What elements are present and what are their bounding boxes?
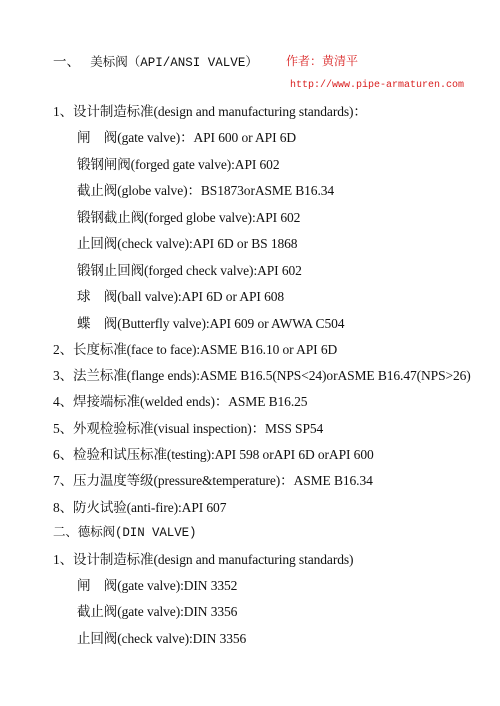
standard-heading: 1、设计制造标准(design and manufacturing standards) [53, 552, 354, 567]
standard-heading: 6、检验和试压标准(testing):API 598 orAPI 6D orAPI 600 [53, 447, 374, 462]
standard-item: 止回阀(check valve):API 6D or BS 1868 [77, 236, 298, 251]
standard-heading: 8、防火试验(anti-fire):API 607 [53, 500, 227, 515]
standard-item: 截止阀(gate valve):DIN 3356 [77, 604, 238, 619]
standard-heading: 5、外观检验标准(visual inspection)：MSS SP54 [53, 421, 324, 436]
section-title: 美标阀（API/ANSI VALVE） [90, 56, 258, 70]
standard-heading: 1、设计制造标准(design and manufacturing standards)： [53, 104, 367, 119]
standard-heading: 二、德标阀(DIN VALVE) [53, 526, 197, 540]
standard-item: 闸 阀(gate valve):DIN 3352 [77, 578, 238, 593]
standard-heading: 4、焊接端标准(welded ends)：ASME B16.25 [53, 394, 308, 409]
standard-item: 止回阀(check valve):DIN 3356 [77, 631, 247, 646]
standard-item: 球 阀(ball valve):API 6D or API 608 [77, 289, 285, 304]
standard-item: 锻钢闸阀(forged gate valve):API 602 [77, 157, 280, 172]
standard-item: 截止阀(globe valve)：BS1873orASME B16.34 [77, 183, 335, 198]
section-heading [53, 50, 258, 70]
source-url: http://www.pipe-armaturen.com [290, 80, 465, 91]
standard-item: 蝶 阀(Butterfly valve):API 609 or AWWA C504 [77, 316, 345, 331]
standard-item: 锻钢截止阀(forged globe valve):API 602 [77, 210, 301, 225]
section-number: 一、 [53, 54, 80, 70]
standard-heading: 7、压力温度等级(pressure&temperature)：ASME B16.34 [53, 473, 373, 488]
standard-item: 闸 阀(gate valve)：API 600 or API 6D [77, 130, 297, 145]
standard-item: 锻钢止回阀(forged check valve):API 602 [77, 263, 302, 278]
standard-heading: 2、长度标准(face to face):ASME B16.10 or API 6D [53, 342, 338, 357]
author-label: 作者：黄清平 [286, 54, 359, 68]
standard-heading: 3、法兰标准(flange ends):ASME B16.5(NPS<24)orASME B16.47(NPS>26) [53, 368, 471, 383]
